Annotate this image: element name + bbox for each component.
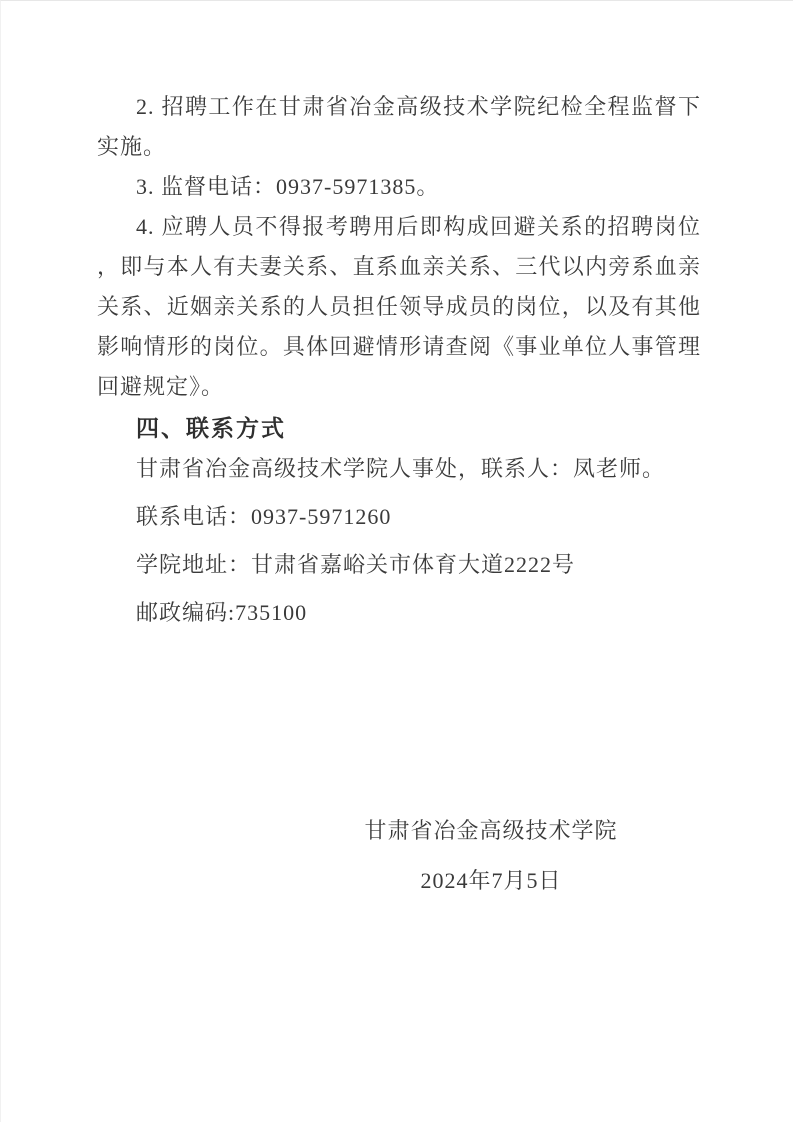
contact-postcode-line: 邮政编码:735100 bbox=[136, 600, 308, 625]
paragraph-supervision: 2. 招聘工作在甘肃省冶金高级技术学院纪检全程监督下实施。 bbox=[97, 94, 701, 159]
section-heading-contact: 四、联系方式 bbox=[136, 415, 286, 441]
document-content bbox=[1, 1, 793, 902]
contact-intro-line: 甘肃省冶金高级技术学院人事处，联系人：凤老师。 bbox=[136, 456, 666, 481]
signature-date: 2024年7月5日 bbox=[420, 868, 562, 893]
signature-block bbox=[281, 810, 701, 902]
paragraph-avoidance-rule: 4. 应聘人员不得报考聘用后即构成回避关系的招聘岗位，即与本人有夫妻关系、直系血亲关系、三代以内旁系血亲关系、近姻亲关系的人员担任领导成员的岗位，以及有其他影响情形的岗位。具体回避情形请查阅《事业单位人事管理回避规定》。 bbox=[97, 214, 701, 399]
contact-phone-line: 联系电话：0937-5971260 bbox=[136, 504, 392, 529]
paragraph-supervision-phone: 3. 监督电话：0937-5971385。 bbox=[136, 174, 440, 199]
signature-organization: 甘肃省冶金高级技术学院 bbox=[364, 818, 618, 843]
contact-address-line: 学院地址：甘肃省嘉峪关市体育大道2222号 bbox=[136, 552, 576, 577]
